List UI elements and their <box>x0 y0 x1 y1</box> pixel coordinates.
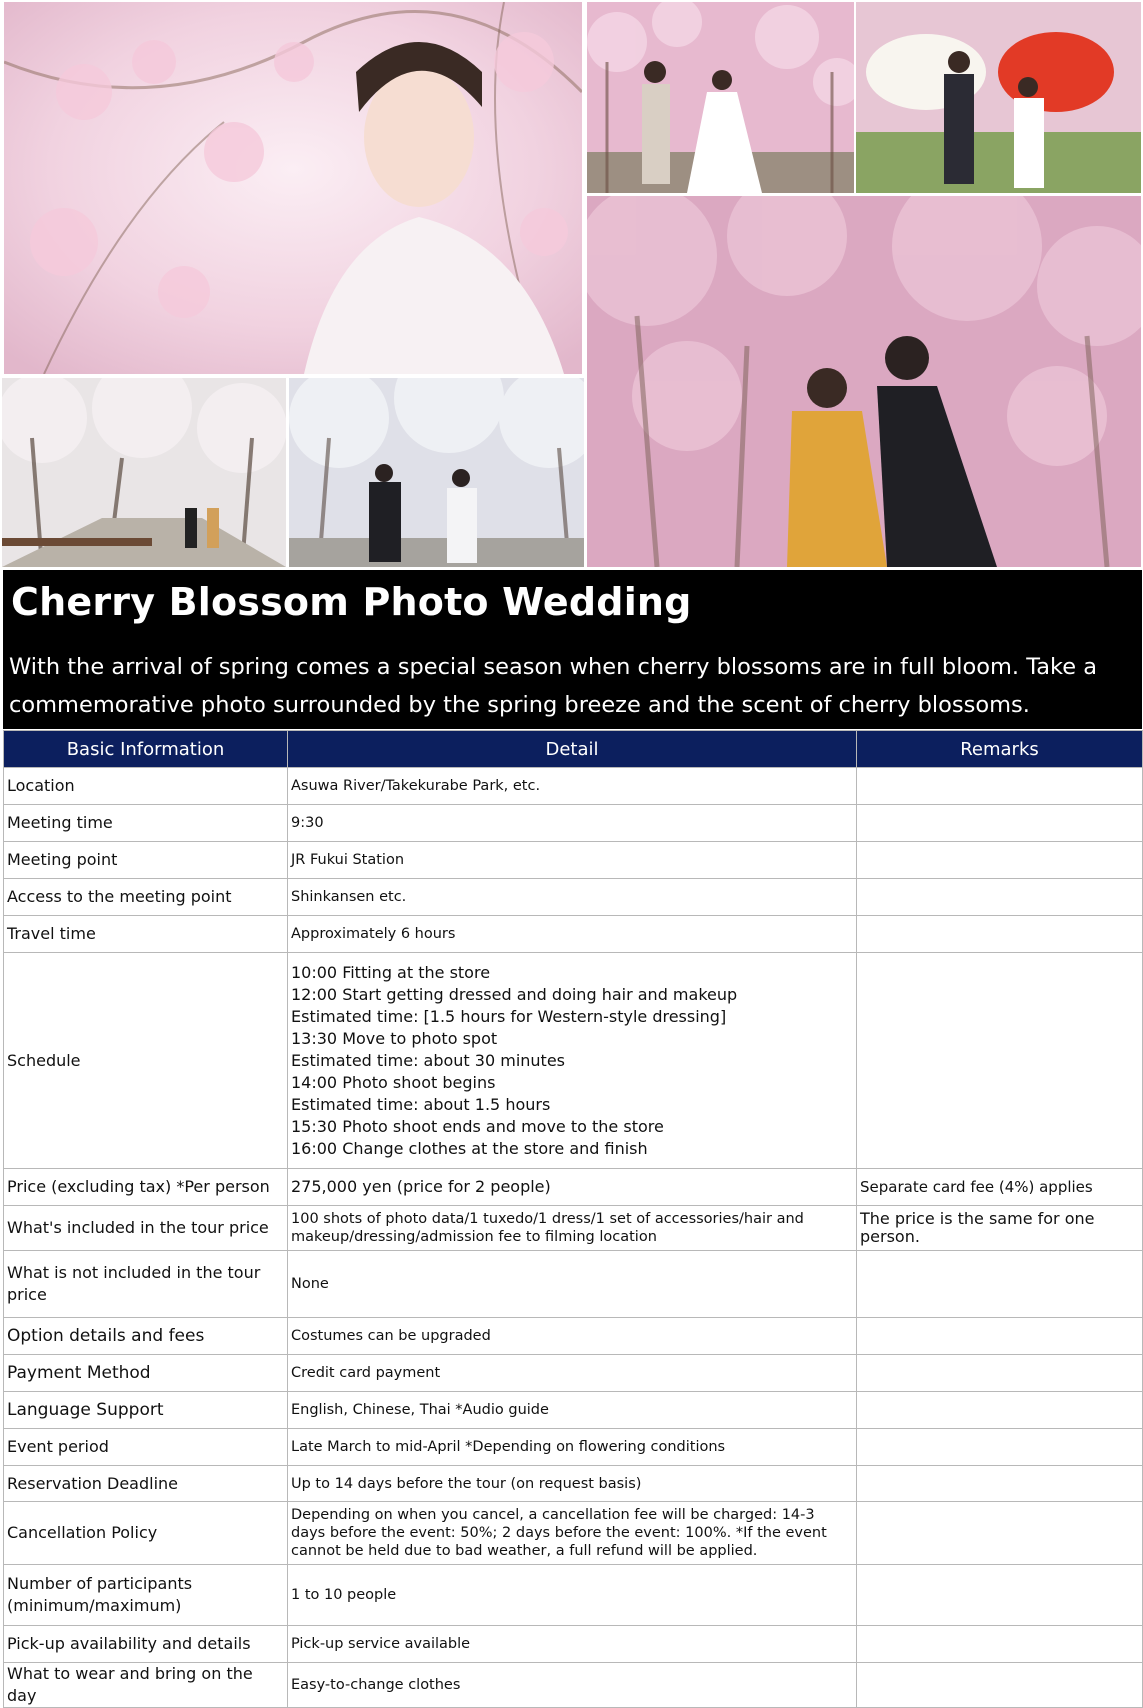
photo-couple-walking <box>289 378 584 567</box>
row-detail: 9:30 <box>288 805 857 842</box>
schedule-line: 13:30 Move to photo spot <box>291 1028 498 1048</box>
schedule-line: 15:30 Photo shoot ends and move to the store <box>291 1116 664 1136</box>
schedule-line: 12:00 Start getting dressed and doing hair and makeup <box>291 984 738 1004</box>
schedule-detail <box>288 953 857 1169</box>
row-label: Meeting point <box>4 842 288 879</box>
row-label: Language Support <box>4 1392 288 1429</box>
table-row <box>4 842 1143 879</box>
schedule-line: Estimated time: about 30 minutes <box>291 1050 565 1070</box>
table-row <box>4 805 1143 842</box>
row-remarks: Separate card fee (4%) applies <box>857 1169 1143 1206</box>
row-remarks <box>857 805 1143 842</box>
schedule-line: Estimated time: about 1.5 hours <box>291 1094 551 1114</box>
row-remarks <box>857 1565 1143 1626</box>
row-detail: Credit card payment <box>288 1355 857 1392</box>
row-remarks <box>857 879 1143 916</box>
table-row <box>4 1355 1143 1392</box>
page-title: Cherry Blossom Photo Wedding <box>11 580 692 624</box>
table-row <box>4 768 1143 805</box>
row-remarks <box>857 1429 1143 1466</box>
table-row <box>4 1318 1143 1355</box>
table-row <box>4 1466 1143 1502</box>
row-remarks <box>857 1318 1143 1355</box>
table-row-schedule <box>4 953 1143 1169</box>
row-label: Pick-up availability and details <box>4 1626 288 1663</box>
schedule-line: 10:00 Fitting at the store <box>291 962 491 982</box>
tour-info-table <box>3 730 1143 1708</box>
row-remarks: The price is the same for one person. <box>857 1206 1143 1251</box>
row-detail: Pick-up service available <box>288 1626 857 1663</box>
row-label: Option details and fees <box>4 1318 288 1355</box>
row-detail: Late March to mid-April *Depending on flowering conditions <box>288 1429 857 1466</box>
row-detail: JR Fukui Station <box>288 842 857 879</box>
row-label: Schedule <box>4 953 288 1169</box>
row-label: Meeting time <box>4 805 288 842</box>
table-row <box>4 1251 1143 1318</box>
row-label: Price (excluding tax) *Per person <box>4 1169 288 1206</box>
row-detail: Up to 14 days before the tour (on request basis) <box>288 1466 857 1502</box>
row-remarks <box>857 1626 1143 1663</box>
row-label: Travel time <box>4 916 288 953</box>
row-detail: Approximately 6 hours <box>288 916 857 953</box>
row-detail: Shinkansen etc. <box>288 879 857 916</box>
row-detail: 1 to 10 people <box>288 1565 857 1626</box>
row-remarks <box>857 1392 1143 1429</box>
row-label: Access to the meeting point <box>4 879 288 916</box>
header-basic-information: Basic Information <box>4 731 288 768</box>
table-row <box>4 1626 1143 1663</box>
photo-western-couple <box>587 2 854 193</box>
page-description: With the arrival of spring comes a special season when cherry blossoms are in full bloom. Take a commemorative photo surrounded by the spring breeze and the scent of cherry blossoms. <box>9 654 1098 718</box>
photo-kimono-couple <box>587 196 1141 567</box>
row-remarks <box>857 1466 1143 1502</box>
row-detail: English, Chinese, Thai *Audio guide <box>288 1392 857 1429</box>
row-remarks <box>857 1663 1143 1708</box>
row-detail: 100 shots of photo data/1 tuxedo/1 dress/1 set of accessories/hair and makeup/dressing/admission fee to filming location <box>288 1206 857 1251</box>
photo-kimono-umbrellas <box>856 2 1141 193</box>
row-detail: None <box>288 1251 857 1318</box>
table-row <box>4 1429 1143 1466</box>
row-label: Payment Method <box>4 1355 288 1392</box>
table-row <box>4 1565 1143 1626</box>
table-row <box>4 1206 1143 1251</box>
row-label: Number of participants (minimum/maximum) <box>4 1565 288 1626</box>
row-label: Event period <box>4 1429 288 1466</box>
photo-collage <box>0 0 1143 568</box>
header-remarks: Remarks <box>857 731 1143 768</box>
row-label: What to wear and bring on the day <box>4 1663 288 1708</box>
table-row <box>4 1502 1143 1565</box>
schedule-line: Estimated time: [1.5 hours for Western-style dressing] <box>291 1006 727 1026</box>
header-detail: Detail <box>288 731 857 768</box>
row-remarks <box>857 768 1143 805</box>
table-row <box>4 1392 1143 1429</box>
photo-bride-portrait <box>4 2 582 374</box>
row-remarks <box>857 1502 1143 1565</box>
row-detail: Easy-to-change clothes <box>288 1663 857 1708</box>
row-label: What is not included in the tour price <box>4 1251 288 1318</box>
row-label: Cancellation Policy <box>4 1502 288 1565</box>
row-label: What's included in the tour price <box>4 1206 288 1251</box>
title-banner <box>3 570 1142 729</box>
row-remarks <box>857 842 1143 879</box>
row-remarks <box>857 1251 1143 1318</box>
table-row <box>4 916 1143 953</box>
schedule-line: 16:00 Change clothes at the store and finish <box>291 1138 648 1158</box>
row-label: Reservation Deadline <box>4 1466 288 1502</box>
row-remarks <box>857 953 1143 1169</box>
table-row <box>4 1663 1143 1708</box>
table-row <box>4 879 1143 916</box>
row-remarks <box>857 916 1143 953</box>
row-label: Location <box>4 768 288 805</box>
row-detail: Depending on when you cancel, a cancellation fee will be charged: 14-3 days before the event: 50%; 2 days before the event: 100%. *If the event cannot be held due to bad weather, a full refund will be applied. <box>288 1502 857 1565</box>
schedule-line: 14:00 Photo shoot begins <box>291 1072 496 1092</box>
photo-park-path <box>2 378 286 567</box>
table-row <box>4 1169 1143 1206</box>
row-remarks <box>857 1355 1143 1392</box>
row-detail: Asuwa River/Takekurabe Park, etc. <box>288 768 857 805</box>
row-detail: 275,000 yen (price for 2 people) <box>288 1169 857 1206</box>
row-detail: Costumes can be upgraded <box>288 1318 857 1355</box>
table-header-row <box>4 731 1143 768</box>
